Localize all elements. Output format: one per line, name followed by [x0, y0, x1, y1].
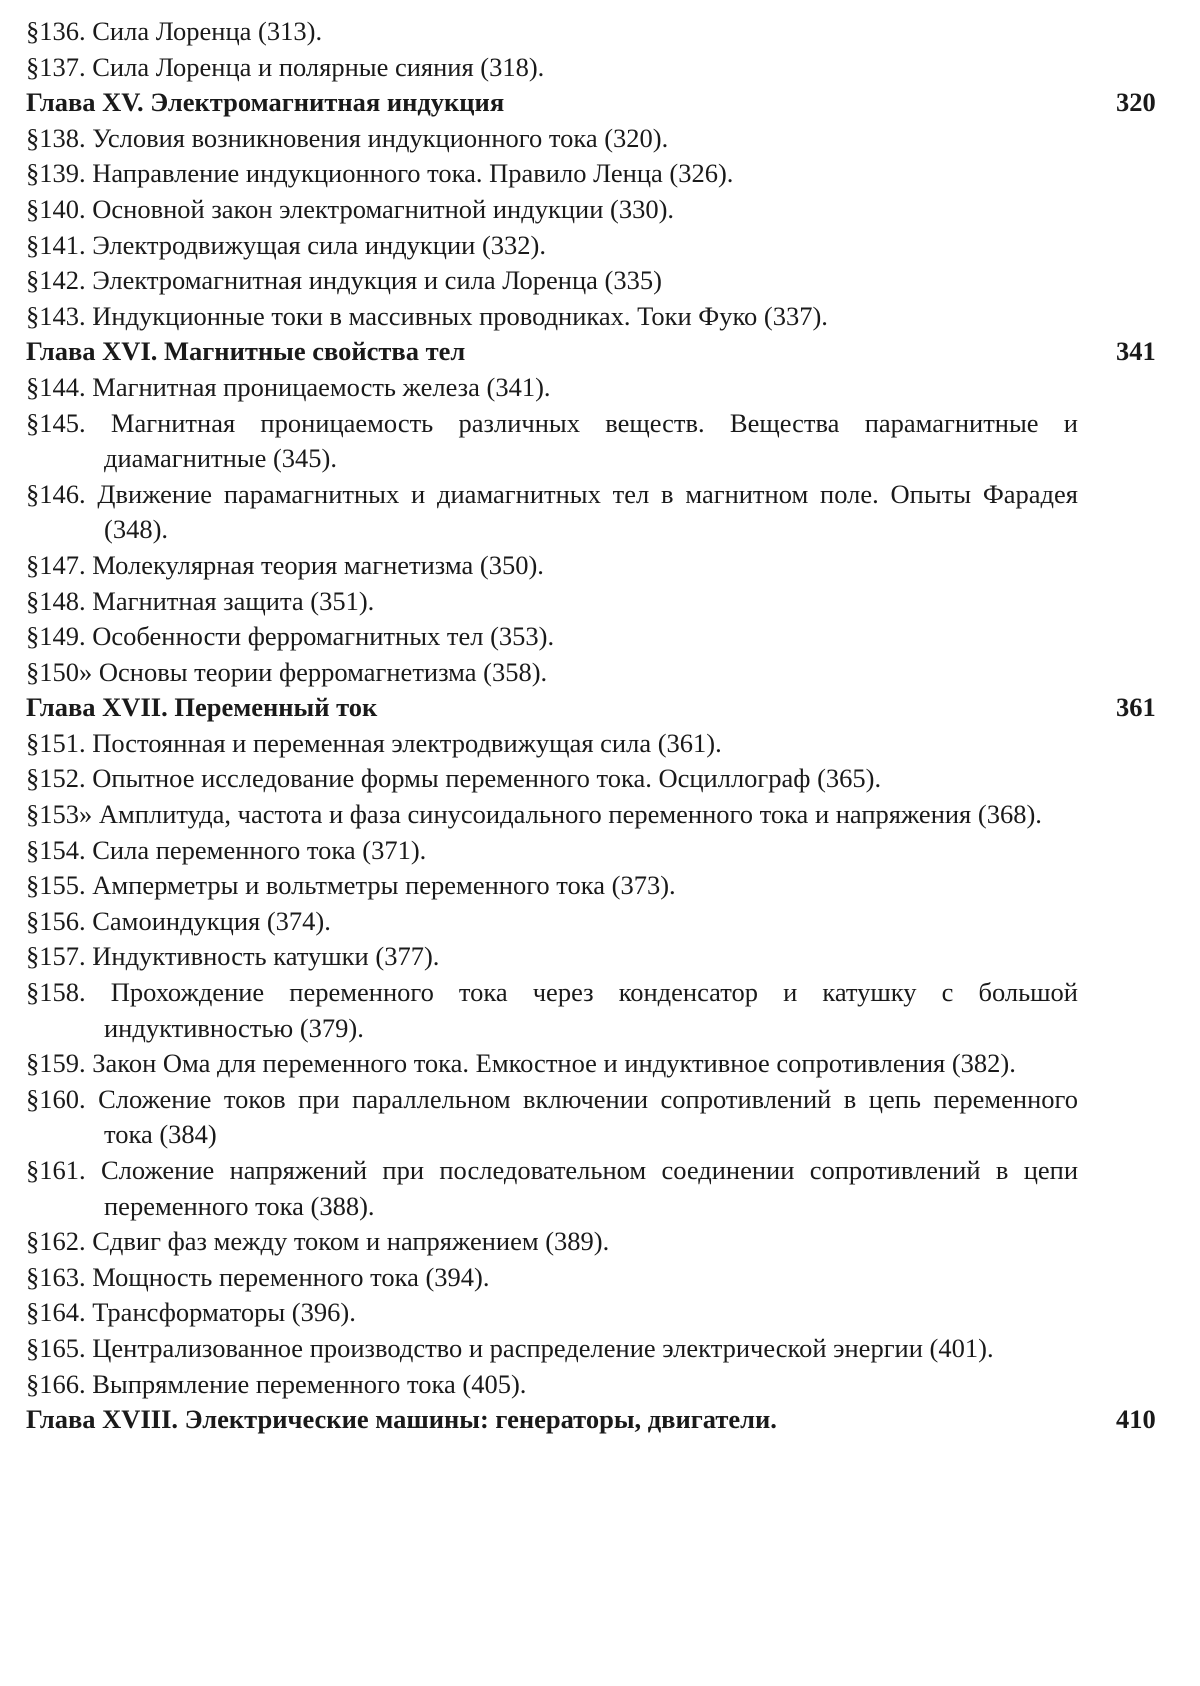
toc-chapter: [26, 85, 1186, 121]
toc-chapter-page: 320: [1116, 87, 1156, 118]
toc-section-text: §157. Индуктивность катушки (377).: [26, 941, 440, 972]
toc-section-text: §149. Особенности ферромагнитных тел (353).: [26, 621, 555, 652]
toc-section-text: §146. Движение парамагнитных и диамагнитных тел в магнитном поле. Опыты Фарадея (348).: [26, 478, 1078, 545]
toc-section-text: §164. Трансформаторы (396).: [26, 1297, 356, 1328]
toc-section: [26, 50, 1186, 86]
toc-section-text: §165. Централизованное производство и распределение электрической энергии (401).: [26, 1332, 994, 1363]
toc-section-text: §145. Магнитная проницаемость различных веществ. Вещества парамагнитные и диамагнитные (345).: [26, 407, 1078, 474]
toc-section-text: §137. Сила Лоренца и полярные сияния (318).: [26, 51, 545, 82]
toc-chapter-title: Глава XVIII. Электрические машины: генераторы, двигатели.: [26, 1404, 777, 1435]
toc-section-text: §147. Молекулярная теория магнетизма (350).: [26, 549, 544, 580]
toc-section-text: §139. Направление индукционного тока. Правило Ленца (326).: [26, 158, 734, 189]
toc-section-text: §140. Основной закон электромагнитной индукции (330).: [26, 193, 675, 224]
toc-section: [26, 1046, 1078, 1082]
toc-section-text: §138. Условия возникновения индукционного тока (320).: [26, 122, 669, 153]
toc-section-text: §150» Основы теории ферромагнетизма (358).: [26, 656, 548, 687]
toc-section-text: §156. Самоиндукция (374).: [26, 905, 331, 936]
toc-section-text: §163. Мощность переменного тока (394).: [26, 1261, 490, 1292]
toc-section: [26, 619, 1186, 655]
toc-section: [26, 121, 1186, 157]
toc-section: [26, 1153, 1078, 1224]
toc-section-text: §151. Постоянная и переменная электродвижущая сила (361).: [26, 727, 722, 758]
toc-section: [26, 584, 1186, 620]
toc-section: [26, 655, 1186, 691]
toc-section-text: §160. Сложение токов при параллельном включении сопротивлений в цепь переменного тока (384): [26, 1083, 1078, 1150]
toc-section-text: §142. Электромагнитная индукция и сила Лоренца (335): [26, 265, 662, 296]
toc-section: [26, 14, 1186, 50]
toc-section-text: §154. Сила переменного тока (371).: [26, 834, 427, 865]
toc-section-text: §159. Закон Ома для переменного тока. Емкостное и индуктивное сопротивления (382).: [26, 1048, 1016, 1079]
toc-section: [26, 406, 1078, 477]
toc-chapter-page: 341: [1116, 336, 1156, 367]
toc-chapter: [26, 334, 1186, 370]
toc-section-text: §158. Прохождение переменного тока через конденсатор и катушку с большой индуктивностью (379).: [26, 977, 1078, 1043]
toc-section: [26, 761, 1078, 797]
toc-section-text: §161. Сложение напряжений при последовательном соединении сопротивлений в цепи переменного тока (388).: [26, 1155, 1078, 1221]
toc-section: [26, 263, 1186, 299]
toc-section: [26, 370, 1186, 406]
toc-chapter-page: 410: [1116, 1404, 1156, 1435]
toc-chapter-title: Глава XV. Электромагнитная индукция: [26, 87, 505, 118]
toc-chapter: [26, 690, 1186, 726]
toc-section: [26, 1082, 1078, 1153]
toc-section: [26, 192, 1186, 228]
toc-section-text: §144. Магнитная проницаемость железа (341).: [26, 371, 551, 402]
toc-section: [26, 299, 1186, 335]
toc-section: [26, 228, 1186, 264]
toc-chapter: [26, 1402, 1186, 1438]
table-of-contents: [26, 14, 1186, 1438]
toc-chapter-page: 361: [1116, 692, 1156, 723]
toc-section: [26, 868, 1186, 904]
toc-section: [26, 1260, 1186, 1296]
toc-section: [26, 1331, 1078, 1367]
toc-section: [26, 975, 1078, 1046]
toc-section: [26, 833, 1186, 869]
toc-section: [26, 1295, 1186, 1331]
toc-section: [26, 726, 1186, 762]
toc-section-text: §155. Амперметры и вольтметры переменного тока (373).: [26, 870, 676, 901]
toc-section-text: §153» Амплитуда, частота и фаза синусоидального переменного тока и напряжения (368).: [26, 799, 1042, 830]
toc-section: [26, 797, 1078, 833]
toc-section: [26, 1224, 1186, 1260]
toc-section: [26, 548, 1186, 584]
toc-section-text: §166. Выпрямление переменного тока (405).: [26, 1368, 527, 1399]
toc-section-text: §152. Опытное исследование формы переменного тока. Осциллограф (365).: [26, 763, 882, 794]
toc-section: [26, 904, 1186, 940]
toc-section: [26, 477, 1078, 548]
toc-section: [26, 156, 1186, 192]
toc-section: [26, 939, 1186, 975]
toc-section-text: §141. Электродвижущая сила индукции (332).: [26, 229, 546, 260]
toc-section-text: §136. Сила Лоренца (313).: [26, 16, 323, 46]
toc-section-text: §162. Сдвиг фаз между током и напряжением (389).: [26, 1226, 610, 1257]
toc-section: [26, 1367, 1186, 1403]
toc-section-text: §143. Индукционные токи в массивных проводниках. Токи Фуко (337).: [26, 300, 828, 331]
toc-section-text: §148. Магнитная защита (351).: [26, 585, 375, 616]
toc-chapter-title: Глава XVI. Магнитные свойства тел: [26, 336, 466, 367]
toc-chapter-title: Глава XVII. Переменный ток: [26, 692, 378, 723]
